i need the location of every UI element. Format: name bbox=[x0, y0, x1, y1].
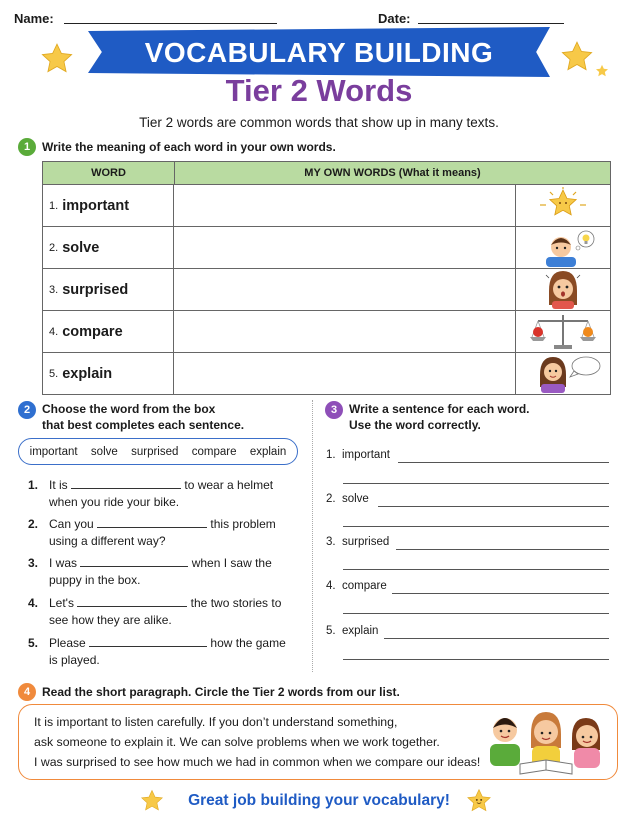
balance-scale-icon bbox=[516, 311, 610, 351]
sentence-line[interactable] bbox=[343, 482, 609, 484]
name-label: Name: bbox=[14, 11, 54, 26]
sentence-line[interactable] bbox=[396, 548, 609, 550]
paragraph-line[interactable]: I was surprised to see how much we had in common when we compare our ideas! bbox=[34, 755, 481, 769]
vocabulary-table bbox=[42, 161, 611, 395]
date-field[interactable] bbox=[418, 11, 564, 24]
subtitle: Tier 2 Words bbox=[225, 73, 413, 108]
word-cell: 1. important bbox=[43, 185, 174, 226]
sentence-item-label: 1. important bbox=[326, 449, 390, 461]
sentence-item-label: 5. explain bbox=[326, 625, 379, 637]
table-header bbox=[43, 162, 610, 185]
table-row bbox=[43, 311, 610, 353]
meaning-input[interactable] bbox=[174, 353, 516, 394]
sentence-item-label: 2. solve bbox=[326, 493, 369, 505]
section-1-number: 1 bbox=[18, 138, 36, 156]
picture-cell bbox=[516, 185, 610, 226]
picture-cell bbox=[516, 269, 610, 310]
table-row bbox=[43, 227, 610, 269]
word-bank bbox=[18, 438, 298, 465]
page-title: VOCABULARY BUILDING bbox=[144, 37, 494, 68]
sentence-line[interactable] bbox=[384, 637, 609, 639]
fill-in-item: 4. Let's the two stories to see how they are alike. bbox=[28, 596, 282, 627]
table-row bbox=[43, 185, 610, 227]
fill-in-item: 2. Can you this problem using a different way? bbox=[28, 517, 276, 548]
sentence-line[interactable] bbox=[343, 568, 609, 570]
meaning-input[interactable] bbox=[174, 227, 516, 268]
paragraph-line[interactable]: It is important to listen carefully. If you don’t understand something, bbox=[34, 715, 398, 729]
column-divider bbox=[312, 400, 313, 672]
word-cell: 2. solve bbox=[43, 227, 174, 268]
meaning-input[interactable] bbox=[174, 311, 516, 352]
sentence-line[interactable] bbox=[343, 612, 609, 614]
section-2-title: Choose the word from the box that best completes each sentence. bbox=[42, 402, 245, 432]
table-row bbox=[43, 269, 610, 311]
sentence-line[interactable] bbox=[398, 461, 609, 463]
section-2-number: 2 bbox=[18, 401, 36, 419]
smiling-star-icon bbox=[466, 788, 492, 814]
word-surprised: surprised bbox=[62, 281, 129, 298]
word-cell: 3. surprised bbox=[43, 269, 174, 310]
answer-blank[interactable] bbox=[77, 595, 187, 607]
thinking-boy-icon bbox=[516, 227, 610, 267]
word-compare: compare bbox=[62, 323, 123, 340]
word-bank-item: surprised bbox=[131, 445, 179, 458]
date-label: Date: bbox=[378, 11, 411, 26]
answer-blank[interactable] bbox=[89, 635, 207, 647]
star-icon bbox=[516, 185, 610, 225]
sentence-line[interactable] bbox=[343, 658, 609, 660]
paragraph-line[interactable]: ask someone to explain it. We can solve problems when we work together. bbox=[34, 735, 440, 749]
meaning-input[interactable] bbox=[174, 269, 516, 310]
col-meaning-header: MY OWN WORDS (What it means) bbox=[304, 167, 481, 179]
col-word-header: WORD bbox=[43, 162, 175, 184]
word-solve: solve bbox=[62, 239, 100, 256]
star-icon bbox=[560, 40, 594, 74]
word-bank-item: solve bbox=[90, 445, 118, 458]
meaning-input[interactable] bbox=[174, 185, 516, 226]
section-4-title: Read the short paragraph. Circle the Tier 2 words from our list. bbox=[42, 685, 400, 699]
kids-reading-icon bbox=[484, 706, 612, 776]
word-explain: explain bbox=[62, 365, 113, 382]
word-cell: 5. explain bbox=[43, 353, 174, 394]
section-3-number: 3 bbox=[325, 401, 343, 419]
fill-in-item: 1. It is to wear a helmet when you ride your bike. bbox=[28, 478, 274, 509]
table-row bbox=[43, 353, 610, 394]
sentence-line[interactable] bbox=[392, 592, 609, 594]
surprised-girl-icon bbox=[516, 269, 610, 309]
word-bank-item: explain bbox=[249, 445, 287, 458]
section-3-title: Write a sentence for each word. Use the word correctly. bbox=[349, 402, 530, 432]
name-field[interactable] bbox=[64, 11, 277, 24]
word-bank-item: compare bbox=[191, 445, 237, 458]
answer-blank[interactable] bbox=[71, 477, 181, 489]
sentence-line[interactable] bbox=[343, 525, 609, 527]
sentence-item-label: 3. surprised bbox=[326, 536, 390, 548]
answer-blank[interactable] bbox=[80, 555, 188, 567]
section-1-title: Write the meaning of each word in your own words. bbox=[42, 140, 336, 154]
picture-cell bbox=[516, 353, 610, 394]
explaining-girl-icon bbox=[516, 353, 610, 393]
picture-cell bbox=[516, 227, 610, 268]
fill-in-item: 5. Please how the game is played. bbox=[28, 636, 286, 667]
picture-cell bbox=[516, 311, 610, 352]
word-cell: 4. compare bbox=[43, 311, 174, 352]
star-icon bbox=[40, 42, 74, 76]
intro-text: Tier 2 words are common words that show up in many texts. bbox=[139, 115, 499, 130]
word-bank-item: important bbox=[29, 445, 78, 458]
footer-message: Great job building your vocabulary! bbox=[188, 792, 450, 809]
sentence-line[interactable] bbox=[378, 505, 609, 507]
word-important: important bbox=[62, 197, 130, 214]
fill-in-item: 3. I was when I saw the puppy in the box. bbox=[28, 556, 272, 587]
section-4-number: 4 bbox=[18, 683, 36, 701]
answer-blank[interactable] bbox=[97, 516, 207, 528]
sentence-item-label: 4. compare bbox=[326, 580, 387, 592]
